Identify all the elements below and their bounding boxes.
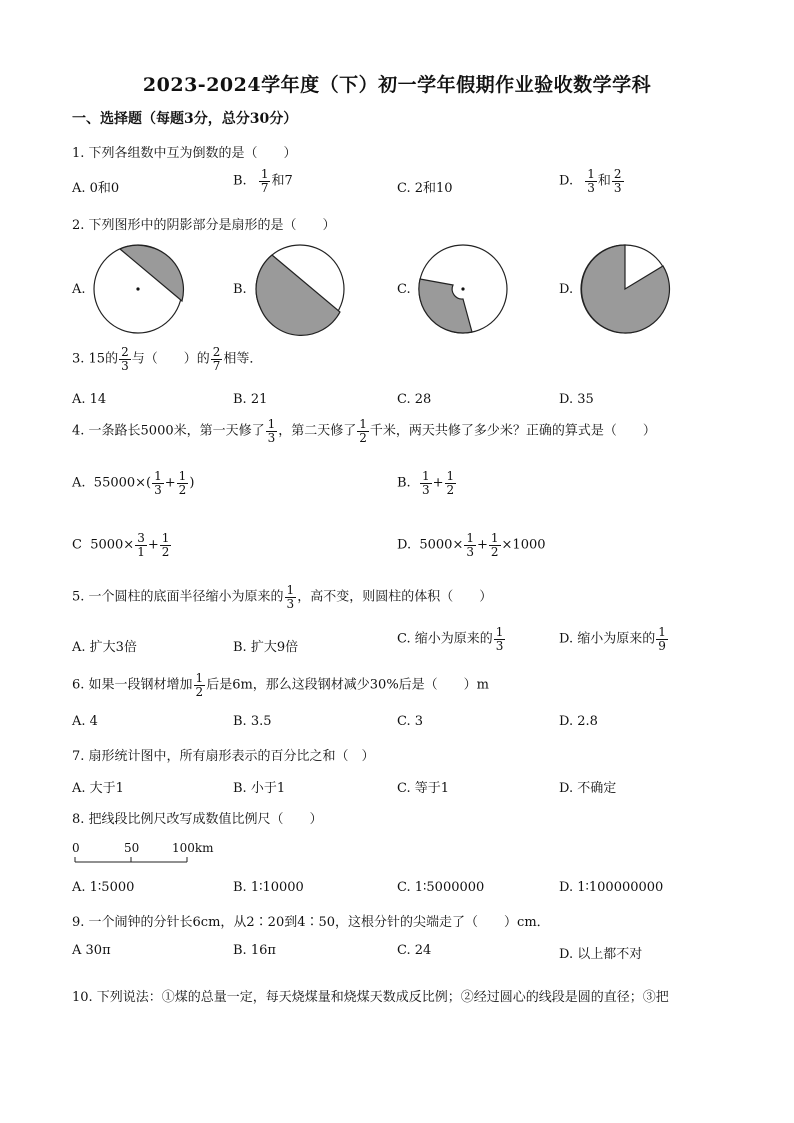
question-5-stem: 5. 一个圆柱的底面半径缩小为原来的 $\frac{1}{3}$ ，高不变，则圆柱的体积（ ）: [72, 583, 493, 611]
q7-option-a: A. 大于1: [72, 781, 124, 796]
q9-option-a: A 30π: [72, 943, 111, 958]
q1-option-a: A. 0和0: [72, 181, 120, 196]
q4-option-d: D. 5000× $\frac{1}{3}$ + $\frac{1}{2}$ ×1000: [397, 531, 546, 559]
q8-option-d: D. 1∶100000000: [559, 880, 664, 895]
question-7-stem: 7. 扇形统计图中，所有扇形表示的百分比之和（ ）: [72, 749, 375, 764]
q6-option-a: A. 4: [72, 714, 98, 729]
q2-option-b-label: B.: [233, 282, 247, 297]
q5-option-c: C. 缩小为原来的 $\frac{1}{3}$: [397, 625, 504, 653]
q3-option-c: C. 28: [397, 392, 432, 407]
q6-option-d: D. 2.8: [559, 714, 598, 729]
q1-option-c: C. 2和10: [397, 181, 453, 196]
ruler-label-50: 50: [124, 841, 140, 855]
question-3-stem: 3. 15的 $\frac{2}{3}$ 与（ ）的 $\frac{2}{7}$ 相等．: [72, 345, 263, 373]
section-heading: 一、选择题（每题3分，总分30分）: [72, 111, 298, 127]
q9-option-d: D. 以上都不对: [559, 947, 643, 962]
q5-option-b: B. 扩大9倍: [233, 640, 299, 655]
question-4-stem: 4. 一条路长5000米，第一天修了 $\frac{1}{3}$ ，第二天修了 $\frac{1}{2}$ 千米，两天共修了多少米？正确的算式是（ ）: [72, 417, 656, 445]
question-2-stem: 2. 下列图形中的阴影部分是扇形的是（ ）: [72, 218, 336, 233]
q5-option-d: D. 缩小为原来的 $\frac{1}{9}$: [559, 625, 666, 653]
q5-option-a: A. 扩大3倍: [72, 640, 137, 655]
question-10-stem: 10. 下列说法：①煤的总量一定，每天烧煤量和烧煤天数成反比例；②经过圆心的线段是圆的直径；③把: [72, 990, 669, 1005]
q8-option-b: B. 1∶10000: [233, 880, 304, 895]
q2-option-d-label: D.: [559, 282, 574, 297]
q1-option-d: D. $\frac{1}{3}$ 和 $\frac{2}{3}$: [559, 167, 622, 195]
q9-option-b: B. 16π: [233, 943, 276, 958]
question-1-stem: 1. 下列各组数中互为倒数的是（ ）: [72, 146, 297, 161]
scale-ruler: [74, 856, 194, 864]
question-6-stem: 6. 如果一段钢材增加 $\frac{1}{2}$ 后是6m，那么这段钢材减少30%后是（ ）m: [72, 671, 490, 699]
q6-option-c: C. 3: [397, 714, 424, 729]
q2-figure-d: [577, 244, 673, 336]
ruler-label-0: 0: [72, 841, 80, 855]
page-title: 2023-2024学年度（下）初一学年假期作业验收数学学科: [142, 74, 652, 96]
q7-option-d: D. 不确定: [559, 781, 617, 796]
q4-option-b: B. $\frac{1}{3}$ + $\frac{1}{2}$: [397, 469, 455, 497]
q2-figure-a: [90, 244, 186, 336]
q2-figure-b: [252, 244, 348, 336]
ruler-label-100km: 100km: [172, 841, 214, 855]
q9-option-c: C. 24: [397, 943, 432, 958]
q8-option-a: A. 1∶5000: [72, 880, 135, 895]
q2-option-a-label: A.: [72, 282, 86, 297]
q3-option-a: A. 14: [72, 392, 107, 407]
q3-option-b: B. 21: [233, 392, 268, 407]
question-9-stem: 9. 一个闹钟的分针长6cm，从2∶20到4∶50，这根分针的尖端走了（ ）cm．: [72, 915, 550, 930]
q6-option-b: B. 3.5: [233, 714, 272, 729]
q8-option-c: C. 1∶5000000: [397, 880, 485, 895]
q4-option-a: A. 55000×( $\frac{1}{3}$ + $\frac{1}{2}$ ): [72, 469, 195, 497]
q4-option-c: C 5000× $\frac{3}{1}$ + $\frac{1}{2}$: [72, 531, 170, 559]
q1-option-b: B. $\frac{1}{7}$ 和7: [233, 167, 293, 195]
q7-option-c: C. 等于1: [397, 781, 450, 796]
q3-option-d: D. 35: [559, 392, 594, 407]
question-8-stem: 8. 把线段比例尺改写成数值比例尺（ ）: [72, 812, 323, 827]
q2-figure-c: [415, 244, 511, 336]
q7-option-b: B. 小于1: [233, 781, 286, 796]
q2-option-c-label: C.: [397, 282, 411, 297]
